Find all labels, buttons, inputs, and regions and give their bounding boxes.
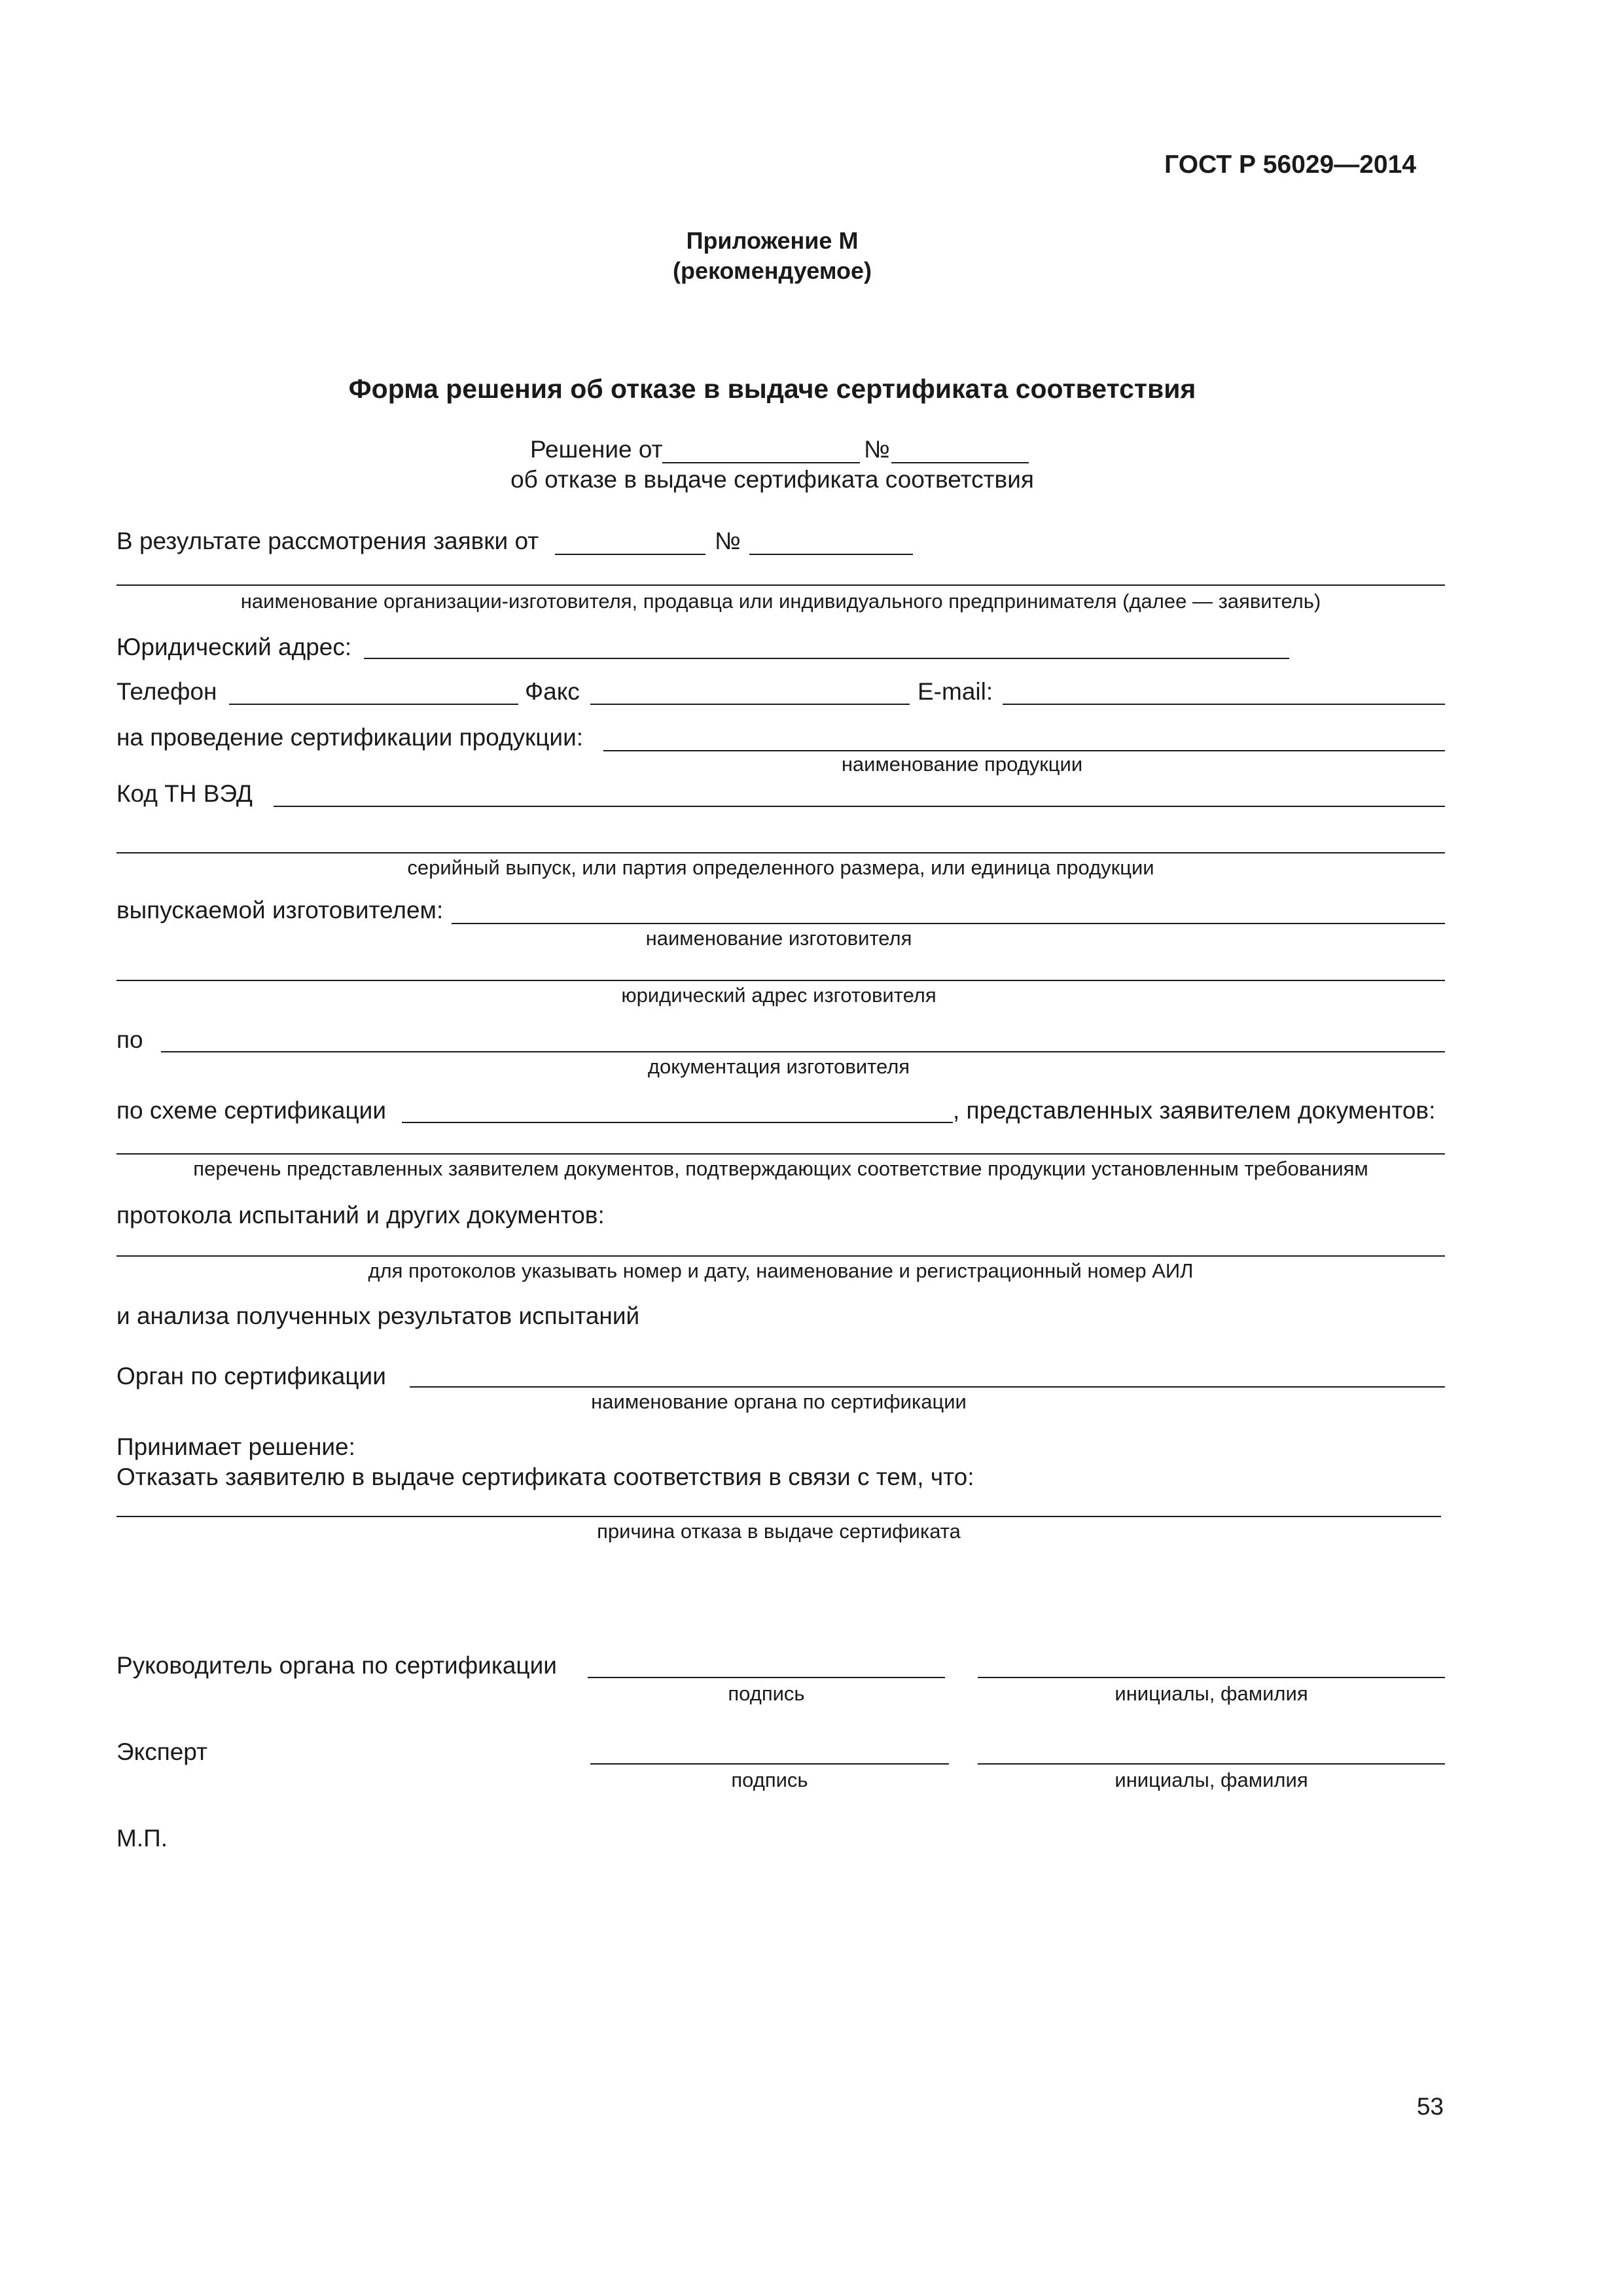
head-signature-blank[interactable] bbox=[588, 1677, 945, 1678]
submitted-documents-label: , представленных заявителем документов: bbox=[953, 1097, 1436, 1124]
documentation-caption: документация изготовителя bbox=[647, 1055, 910, 1078]
application-review-label: В результате рассмотрения заявки от bbox=[116, 528, 539, 554]
test-protocol-label: протокола испытаний и других документов: bbox=[116, 1202, 605, 1229]
head-name-blank[interactable] bbox=[978, 1677, 1445, 1678]
certification-scheme-blank[interactable] bbox=[402, 1122, 953, 1123]
expert-label: Эксперт bbox=[116, 1738, 208, 1765]
phone-blank[interactable] bbox=[229, 704, 518, 705]
by-label: по bbox=[116, 1026, 143, 1053]
accepts-decision-text: Принимает решение: bbox=[116, 1433, 355, 1460]
product-blank[interactable] bbox=[603, 750, 1445, 751]
phone-label: Телефон bbox=[116, 678, 217, 705]
certification-body-blank[interactable] bbox=[410, 1386, 1445, 1388]
expert-signature-blank[interactable] bbox=[590, 1763, 949, 1765]
body-caption: наименование органа по сертификации bbox=[591, 1390, 967, 1413]
product-caption: наименование продукции bbox=[841, 753, 1083, 776]
legal-address-label: Юридический адрес: bbox=[116, 634, 352, 660]
decision-date-blank[interactable] bbox=[662, 462, 860, 463]
decision-number-blank[interactable] bbox=[891, 462, 1029, 463]
tn-ved-label: Код ТН ВЭД bbox=[116, 780, 253, 807]
expert-name-caption: инициалы, фамилия bbox=[1115, 1768, 1308, 1791]
documentation-blank[interactable] bbox=[161, 1051, 1445, 1052]
expert-signature-caption: подпись bbox=[731, 1768, 808, 1791]
appendix-status: (рекомендуемое) bbox=[673, 257, 872, 284]
documents-caption: перечень представленных заявителем документов, подтверждающих соответствие продукции установленным требованиям bbox=[193, 1157, 1368, 1180]
manufacturer-address-caption: юридический адрес изготовителя bbox=[621, 984, 936, 1007]
email-label: E-mail: bbox=[918, 678, 993, 705]
application-number-blank[interactable] bbox=[749, 554, 913, 555]
refuse-text: Отказать заявителю в выдаче сертификата соответствия в связи с тем, что: bbox=[116, 1463, 974, 1490]
protocols-blank[interactable] bbox=[116, 1255, 1445, 1257]
application-number-label: № bbox=[715, 528, 741, 554]
appendix-title: Приложение М bbox=[686, 227, 859, 254]
certification-scheme-label: по схеме сертификации bbox=[116, 1097, 387, 1124]
applicant-name-blank[interactable] bbox=[116, 584, 1445, 586]
refusal-reason-caption: причина отказа в выдаче сертификата bbox=[597, 1520, 961, 1543]
manufacturer-address-blank[interactable] bbox=[116, 980, 1445, 981]
form-title: Форма решения об отказе в выдаче сертификата соответствия bbox=[348, 374, 1196, 404]
head-name-caption: инициалы, фамилия bbox=[1115, 1682, 1308, 1705]
manufacturer-caption: наименование изготовителя bbox=[645, 927, 912, 950]
application-date-blank[interactable] bbox=[555, 554, 705, 555]
head-signature-caption: подпись bbox=[728, 1682, 805, 1705]
expert-name-blank[interactable] bbox=[978, 1763, 1445, 1765]
decision-subtitle: об отказе в выдаче сертификата соответствия bbox=[510, 466, 1034, 493]
fax-label: Факс bbox=[525, 678, 580, 705]
page-number: 53 bbox=[1416, 2093, 1444, 2120]
manufacturer-blank[interactable] bbox=[452, 923, 1445, 924]
standard-number: ГОСТ Р 56029—2014 bbox=[1164, 151, 1416, 179]
certification-product-label: на проведение сертификации продукции: bbox=[116, 724, 584, 751]
email-blank[interactable] bbox=[1003, 704, 1445, 705]
decision-number-label: № bbox=[864, 436, 890, 463]
fax-blank[interactable] bbox=[590, 704, 910, 705]
legal-address-blank[interactable] bbox=[364, 658, 1289, 659]
decision-from-label: Решение от bbox=[530, 436, 663, 463]
certification-body-label: Орган по сертификации bbox=[116, 1363, 386, 1390]
tn-ved-blank[interactable] bbox=[274, 806, 1445, 807]
head-of-body-label: Руководитель органа по сертификации bbox=[116, 1652, 557, 1679]
stamp-place: М.П. bbox=[116, 1825, 168, 1852]
documents-list-blank[interactable] bbox=[116, 1153, 1445, 1155]
production-blank[interactable] bbox=[116, 852, 1445, 853]
refusal-reason-blank[interactable] bbox=[116, 1516, 1441, 1517]
analysis-text: и анализа полученных результатов испытаний bbox=[116, 1302, 640, 1329]
applicant-caption: наименование организации-изготовителя, продавца или индивидуального предпринимателя (далее — заявитель) bbox=[240, 590, 1321, 613]
protocols-caption: для протоколов указывать номер и дату, наименование и регистрационный номер АИЛ bbox=[368, 1259, 1194, 1282]
production-caption: серийный выпуск, или партия определенного размера, или единица продукции bbox=[407, 856, 1154, 879]
produced-by-label: выпускаемой изготовителем: bbox=[116, 897, 444, 924]
